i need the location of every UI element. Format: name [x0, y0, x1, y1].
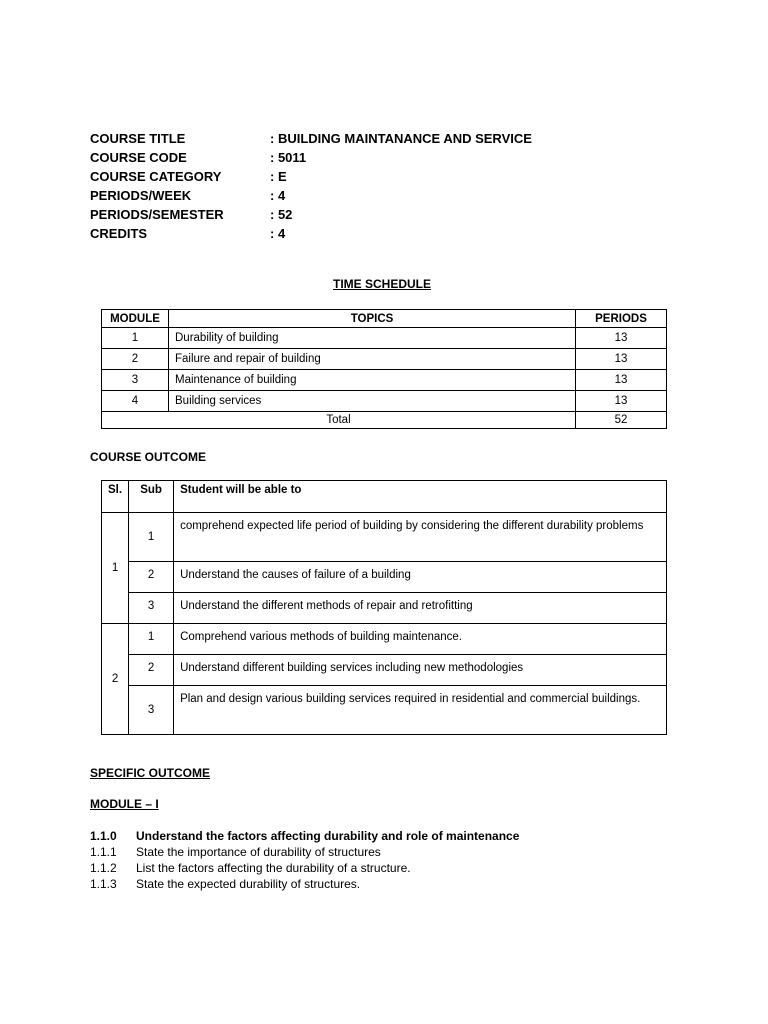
- info-label: COURSE CODE: [90, 150, 187, 165]
- info-value: : E: [270, 169, 287, 184]
- total-row: [102, 412, 667, 429]
- time-schedule-title: TIME SCHEDULE: [333, 277, 432, 291]
- list-item: [90, 828, 519, 844]
- outcome-cell: Understand different building services including new methodologies: [174, 655, 667, 686]
- info-label: COURSE CATEGORY: [90, 169, 222, 184]
- item-text: State the expected durability of structures.: [136, 877, 361, 891]
- course-outcome-title: COURSE OUTCOME: [90, 450, 207, 464]
- sub-cell: 1: [129, 624, 174, 655]
- info-value: : 4: [270, 226, 286, 241]
- outcome-cell: Plan and design various building services required in residential and commercial buildings.: [174, 686, 667, 735]
- module-title: MODULE – I: [90, 797, 159, 811]
- list-item: [90, 844, 519, 860]
- table-row: [102, 328, 667, 349]
- table-row: [102, 370, 667, 391]
- outcome-cell: Understand the causes of failure of a building: [174, 562, 667, 593]
- list-item: [90, 860, 519, 876]
- topic-cell: Failure and repair of building: [169, 349, 576, 370]
- sub-cell: 2: [129, 562, 174, 593]
- column-header: MODULE: [102, 310, 169, 328]
- column-header: Sub: [129, 481, 174, 513]
- table-header-row: [102, 481, 667, 513]
- topic-cell: Durability of building: [169, 328, 576, 349]
- periods-semester-row: [90, 205, 532, 224]
- column-header: Sl.: [102, 481, 129, 513]
- course-title-row: [90, 129, 532, 148]
- module-cell: 3: [102, 370, 169, 391]
- item-text: Understand the factors affecting durability and role of maintenance: [136, 829, 520, 843]
- course-code-row: [90, 148, 532, 167]
- table-row: [102, 655, 667, 686]
- info-value: : 5011: [270, 150, 307, 165]
- list-item: [90, 876, 519, 892]
- credits-row: [90, 224, 532, 243]
- item-number: 1.1.0: [90, 829, 117, 843]
- info-label: CREDITS: [90, 226, 148, 241]
- table-row: [102, 562, 667, 593]
- info-value: : 4: [270, 188, 286, 203]
- total-label: Total: [102, 412, 576, 429]
- outcome-cell: Understand the different methods of repair and retrofitting: [174, 593, 667, 624]
- table-row: [102, 593, 667, 624]
- sub-cell: 1: [129, 513, 174, 562]
- course-info: [90, 129, 532, 243]
- column-header: Student will be able to: [174, 481, 667, 513]
- outcome-cell: Comprehend various methods of building maintenance.: [174, 624, 667, 655]
- table-row: [102, 513, 667, 562]
- table-row: [102, 391, 667, 412]
- column-header: PERIODS: [576, 310, 667, 328]
- info-label: PERIODS/SEMESTER: [90, 207, 224, 222]
- item-number: 1.1.3: [90, 877, 117, 891]
- sl-cell: 2: [102, 624, 129, 735]
- sub-cell: 3: [129, 686, 174, 735]
- topic-cell: Building services: [169, 391, 576, 412]
- total-value: 52: [576, 412, 667, 429]
- table-row: [102, 686, 667, 735]
- periods-cell: 13: [576, 391, 667, 412]
- sub-cell: 3: [129, 593, 174, 624]
- periods-cell: 13: [576, 370, 667, 391]
- module-cell: 4: [102, 391, 169, 412]
- column-header: TOPICS: [169, 310, 576, 328]
- outcome-cell: comprehend expected life period of building by considering the different durability problems: [174, 513, 667, 562]
- item-text: State the importance of durability of structures: [136, 845, 381, 859]
- table-row: [102, 349, 667, 370]
- info-value: : BUILDING MAINTANANCE AND SERVICE: [270, 131, 532, 146]
- info-label: PERIODS/WEEK: [90, 188, 192, 203]
- periods-cell: 13: [576, 328, 667, 349]
- table-row: [102, 624, 667, 655]
- info-value: : 52: [270, 207, 293, 222]
- sl-cell: 1: [102, 513, 129, 624]
- info-label: COURSE TITLE: [90, 131, 186, 146]
- module-cell: 2: [102, 349, 169, 370]
- periods-week-row: [90, 186, 532, 205]
- periods-cell: 13: [576, 349, 667, 370]
- course-category-row: [90, 167, 532, 186]
- specific-outcome-title: SPECIFIC OUTCOME: [90, 766, 211, 780]
- item-number: 1.1.1: [90, 845, 117, 859]
- time-schedule-table: [101, 309, 667, 429]
- item-number: 1.1.2: [90, 861, 117, 875]
- module-outcome-list: [90, 828, 519, 892]
- topic-cell: Maintenance of building: [169, 370, 576, 391]
- item-text: List the factors affecting the durability of a structure.: [136, 861, 411, 875]
- sub-cell: 2: [129, 655, 174, 686]
- module-cell: 1: [102, 328, 169, 349]
- course-outcome-table: [101, 480, 667, 735]
- table-header-row: [102, 310, 667, 328]
